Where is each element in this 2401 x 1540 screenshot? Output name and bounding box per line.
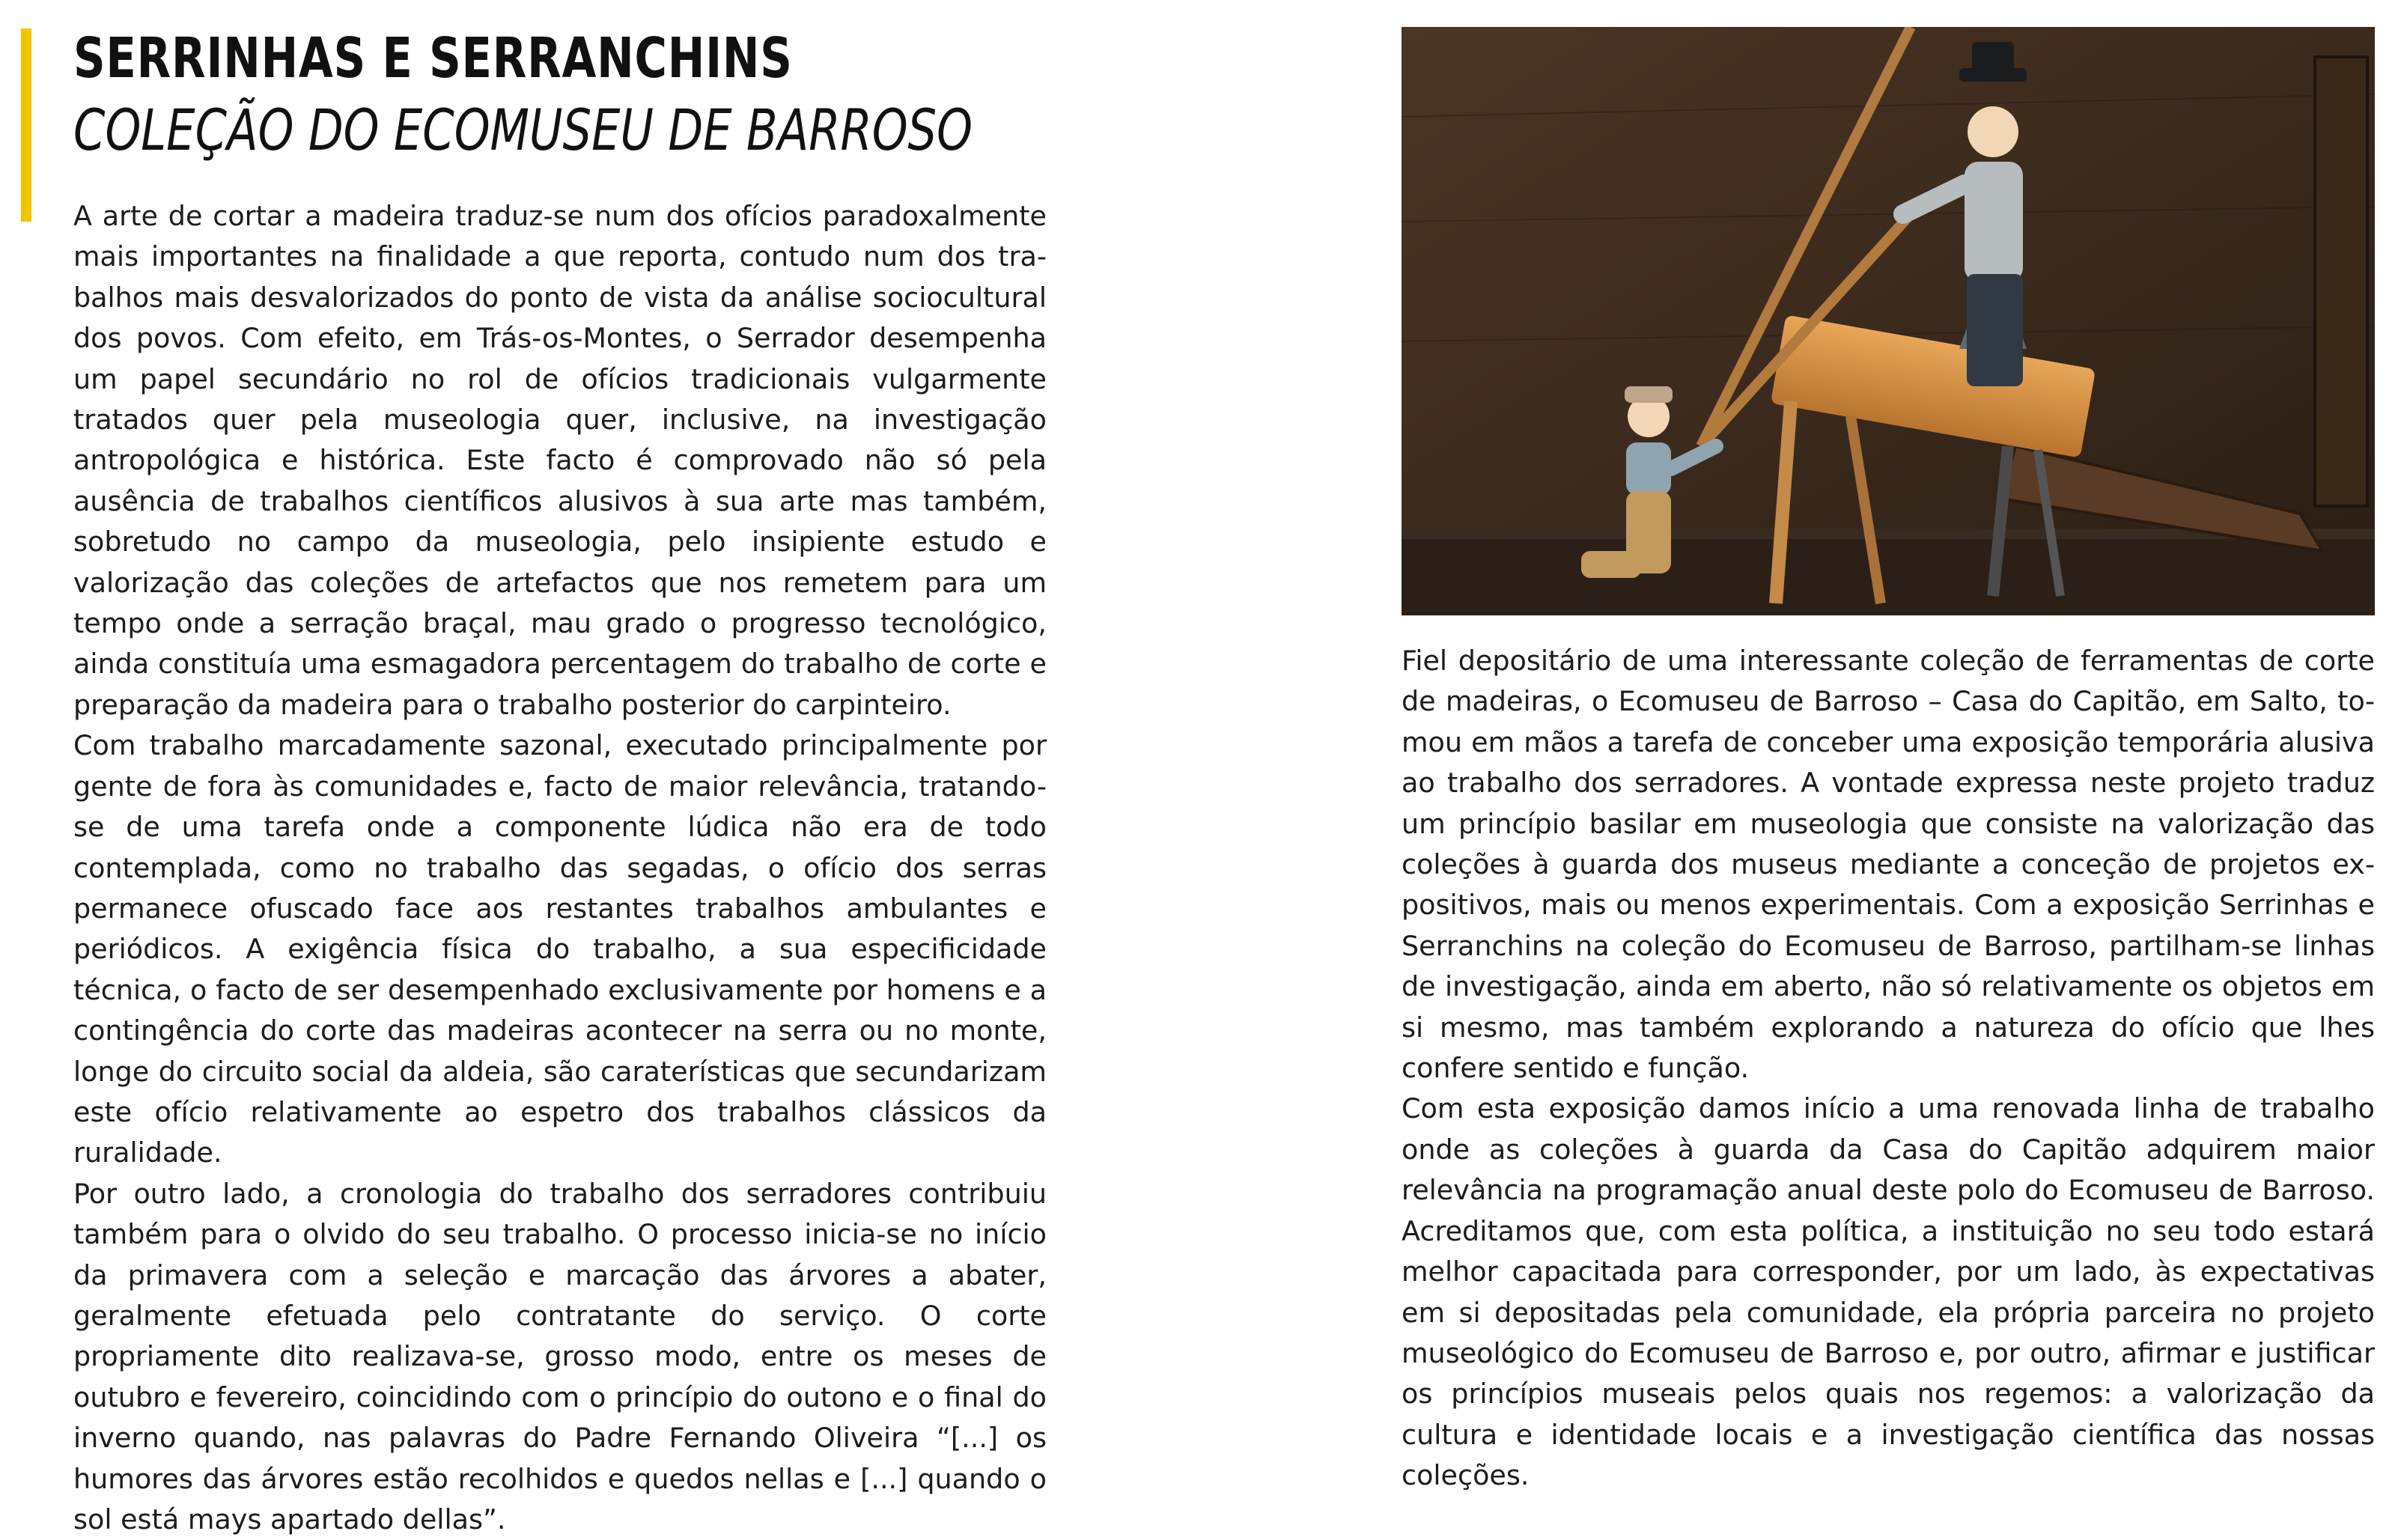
title-block bbox=[73, 22, 1047, 166]
sawyers-figurine-photo bbox=[1402, 27, 2375, 615]
paragraph: A arte de cortar a madeira traduz-se num dos ofícios paradoxalmente mais importantes na finalidade a que reporta, contudo num dos trabalhos mais desvalorizados do ponto de vista da análise sociocultural dos povos. Com efeito, em Trás-os-Montes, o Serrador desempenha um papel secundário no rol de ofícios tradicionais vulgarmente tratados quer pela museologia quer, inclusive, na investigação antropológica e histórica. Este facto é comprovado não só pela ausência de trabalhos científicos alusivos à sua arte mas também, sobretudo no campo da museologia, pelo insipiente estudo e valorização das coleções de artefactos que nos remetem para um tempo onde a serração braçal, mau grado o progresso tecnológico, ainda constituía uma esmagadora percentagem do trabalho de corte e preparação da madeira para o trabalho posterior do carpinteiro. bbox=[73, 200, 1047, 721]
paragraph: Por outro lado, a cronologia do trabalho dos serradores contribuiu também para o olvido do seu trabalho. O processo inicia-se no início da primavera com a seleção e marcação das árvores a abater, geralmente efetuada pelo contratante do serviço. O corte propriamente dito realizava-se, grosso modo, entre os meses de outubro e fevereiro, coincidindo com o princípio do outono e o final do inverno quando, nas palavras do Padre Fernando Oliveira “[...] os humores das árvores estão recolhidos e quedos nellas e [...] quando o sol está mays apartado dellas”. bbox=[73, 1177, 1047, 1536]
paragraph: Com esta exposição damos início a uma renovada linha de trabalho onde as coleções à guarda da Casa do Capitão adquirem maior relevância na programação anual deste polo do Ecomuseu de Barroso. Acreditamos que, com esta política, a instituição no seu todo estará melhor capacitada para corresponder, por um lado, às expectativas em si depositadas pela comunidade, ela própria parceira no projeto museológico do Ecomuseu de Barroso e, por outro, afirmar e justificar os princípios museais pelos quais nos regemos: a valorização da cultura e identidade locais e a investigação científica das nossas coleções. bbox=[1402, 1092, 2375, 1492]
accent-bar bbox=[21, 28, 31, 222]
photo-illustration bbox=[1402, 27, 2375, 615]
right-column bbox=[1402, 641, 2375, 1497]
left-column bbox=[73, 196, 1047, 1540]
paragraph: Fiel depositário de uma interessante coleção de ferramentas de corte de madeiras, o Ecomuseu de Barroso – Casa do Capitão, em Salto, tomou em mãos a tarefa de conceber uma exposição temporária alusiva ao trabalho dos serradores. A vontade expressa neste projeto traduz um princípio basilar em museologia que consiste na valorização das coleções à guarda dos museus mediante a conceção de projetos expositivos, mais ou menos experimentais. Com a exposição Serrinhas e Serranchins na coleção do Ecomuseu de Barroso, partilham-se linhas de investigação, ainda em aberto, não só relativamente os objetos em si mesmo, mas também explorando a natureza do ofício que lhes confere sentido e função. bbox=[1402, 645, 2375, 1085]
page-title: SERRINHAS E SERRANCHINS bbox=[73, 26, 793, 91]
paragraph: Com trabalho marcadamente sazonal, executado principalmente por gente de fora às comunidades e, facto de maior relevância, tratando-se de uma tarefa onde a componente lúdica não era de todo contemplada, como no trabalho das segadas, o ofício dos serras permanece ofuscado face aos restantes trabalhos ambulantes e periódicos. A exigência física do trabalho, a sua especificidade técnica, o facto de ser desempenhado exclusivamente por homens e a contingência do corte das madeiras acontecer na serra ou no monte, longe do circuito social da aldeia, são caraterísticas que secundarizam este ofício relativamente ao espetro dos trabalhos clássicos da ruralidade. bbox=[73, 729, 1047, 1169]
page-subtitle: COLEÇÃO DO ECOMUSEU DE BARROSO bbox=[73, 97, 973, 163]
